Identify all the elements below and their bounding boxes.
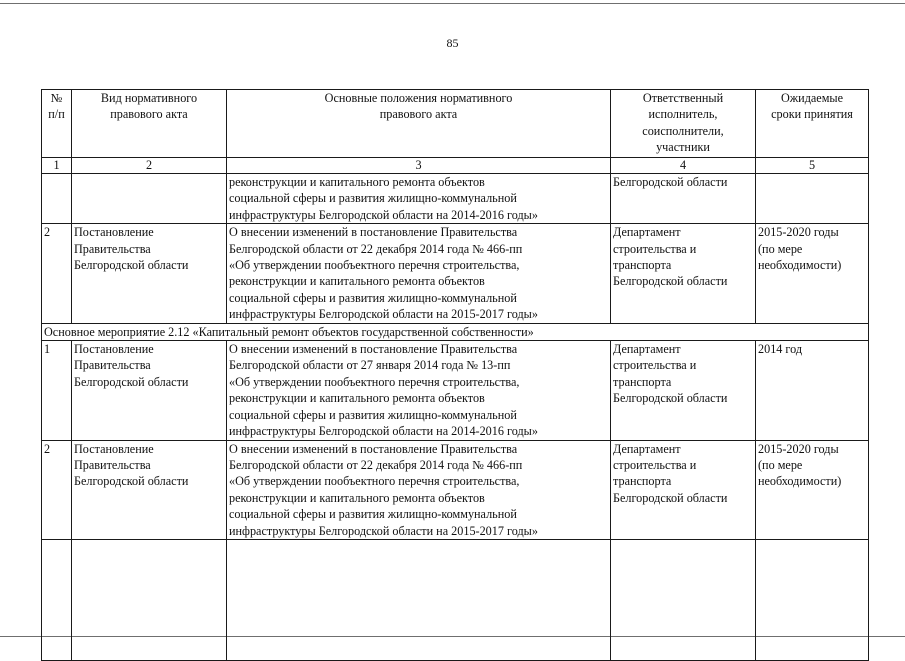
text-line: Вид нормативного — [100, 91, 198, 105]
header-terms — [756, 90, 869, 158]
row-number: 1 — [42, 341, 72, 440]
text-line: Департамент — [613, 441, 681, 456]
text-line: инфраструктуры Белгородской области на 2014-2016 годы» — [229, 207, 538, 222]
table-row — [42, 224, 869, 323]
text-line: Ответственный — [642, 91, 724, 105]
responsible-executor — [611, 174, 756, 224]
act-type — [72, 224, 227, 323]
text-line: Белгородской области — [74, 474, 189, 489]
section-row — [42, 323, 869, 340]
empty-cell — [72, 539, 227, 660]
empty-row — [42, 539, 869, 660]
text-line: социальной сферы и развития жилищно-коммунальной — [229, 290, 517, 305]
empty-cell — [42, 539, 72, 660]
text-line: социальной сферы и развития жилищно-коммунальной — [229, 507, 517, 522]
text-line: реконструкции и капитального ремонта объектов — [229, 391, 485, 406]
text-line: Белгородской области — [613, 391, 728, 406]
text-line: Правительства — [74, 358, 151, 373]
text-line: необходимости) — [758, 474, 842, 489]
header-number — [42, 90, 72, 158]
empty-cell — [227, 539, 611, 660]
responsible-executor — [611, 341, 756, 440]
text-line: «Об утверждении пообъектного перечня строительства, — [229, 258, 520, 273]
column-number: 3 — [227, 158, 611, 174]
text-line: правового акта — [110, 107, 188, 122]
text-line: Белгородской области — [613, 490, 728, 505]
text-line: инфраструктуры Белгородской области на 2015-2017 годы» — [229, 307, 538, 322]
text-line: Белгородской области — [613, 175, 728, 189]
column-number: 1 — [42, 158, 72, 174]
regulatory-acts-table — [41, 89, 869, 661]
empty-cell — [756, 539, 869, 660]
text-line: п/п — [48, 107, 65, 122]
expected-term — [756, 174, 869, 224]
text-line: О внесении изменений в постановление Правительства — [229, 225, 518, 240]
column-number: 4 — [611, 158, 756, 174]
table-body — [42, 90, 869, 661]
text-line: «Об утверждении пообъектного перечня строительства, — [229, 374, 520, 389]
table-row — [42, 174, 869, 224]
column-number: 2 — [72, 158, 227, 174]
text-line: Департамент — [613, 342, 681, 357]
section-title: Основное мероприятие 2.12 «Капитальный ремонт объектов государственной собственности» — [42, 323, 869, 340]
text-line: Постановление — [74, 225, 154, 240]
expected-term — [756, 440, 869, 539]
act-type — [72, 440, 227, 539]
text-line: Департамент — [613, 225, 681, 240]
text-line: Правительства — [74, 241, 151, 256]
text-line: социальной сферы и развития жилищно-коммунальной — [229, 407, 517, 422]
scan-edge-top — [0, 3, 905, 4]
text-line: 2014 год — [758, 342, 803, 357]
text-line: участники — [656, 140, 710, 155]
responsible-executor — [611, 224, 756, 323]
empty-cell — [611, 539, 756, 660]
text-line: Постановление — [74, 342, 154, 357]
text-line: необходимости) — [758, 258, 842, 273]
text-line: Белгородской области от 22 декабря 2014 года № 466-пп — [229, 457, 523, 472]
text-line: № — [50, 91, 63, 105]
page-number: 85 — [446, 36, 459, 50]
header-act-type — [72, 90, 227, 158]
row-number — [42, 174, 72, 224]
text-line: О внесении изменений в постановление Правительства — [229, 342, 518, 357]
text-line: Белгородской области от 22 декабря 2014 года № 466-пп — [229, 241, 523, 256]
column-number: 5 — [756, 158, 869, 174]
act-provisions — [227, 174, 611, 224]
text-line: Постановление — [74, 441, 154, 456]
text-line: Ожидаемые — [780, 91, 844, 105]
table-header-row — [42, 90, 869, 158]
text-line: 2015-2020 годы — [758, 225, 839, 240]
act-type — [72, 341, 227, 440]
expected-term — [756, 224, 869, 323]
row-number: 2 — [42, 224, 72, 323]
text-line: Белгородской области — [74, 258, 189, 273]
text-line: реконструкции и капитального ремонта объектов — [229, 175, 485, 189]
text-line: исполнитель, — [648, 107, 718, 122]
column-number-row — [42, 158, 869, 174]
text-line: Белгородской области — [613, 274, 728, 289]
text-line: правового акта — [379, 107, 458, 122]
act-provisions — [227, 224, 611, 323]
text-line: Правительства — [74, 457, 151, 472]
act-type — [72, 174, 227, 224]
text-line: (по мере — [758, 457, 803, 472]
text-line: строительства и — [613, 457, 697, 472]
text-line: соисполнители, — [642, 123, 724, 138]
text-line: реконструкции и капитального ремонта объектов — [229, 490, 485, 505]
text-line: социальной сферы и развития жилищно-коммунальной — [229, 191, 517, 206]
text-line: Белгородской области — [74, 374, 189, 389]
text-line: транспорта — [613, 474, 672, 489]
text-line: Основные положения нормативного — [324, 91, 513, 105]
act-provisions — [227, 440, 611, 539]
act-provisions — [227, 341, 611, 440]
expected-term — [756, 341, 869, 440]
header-responsible — [611, 90, 756, 158]
text-line: О внесении изменений в постановление Правительства — [229, 441, 518, 456]
text-line: строительства и — [613, 241, 697, 256]
text-line: «Об утверждении пообъектного перечня строительства, — [229, 474, 520, 489]
text-line: транспорта — [613, 374, 672, 389]
responsible-executor — [611, 440, 756, 539]
table-row — [42, 440, 869, 539]
text-line: строительства и — [613, 358, 697, 373]
row-number: 2 — [42, 440, 72, 539]
table-row — [42, 341, 869, 440]
text-line: инфраструктуры Белгородской области на 2015-2017 годы» — [229, 523, 538, 538]
text-line: транспорта — [613, 258, 672, 273]
text-line: Белгородской области от 27 января 2014 года № 13-пп — [229, 358, 511, 373]
text-line: реконструкции и капитального ремонта объектов — [229, 274, 485, 289]
text-line: 2015-2020 годы — [758, 441, 839, 456]
header-provisions — [227, 90, 611, 158]
text-line: инфраструктуры Белгородской области на 2014-2016 годы» — [229, 424, 538, 439]
text-line: (по мере — [758, 241, 803, 256]
text-line: сроки принятия — [771, 107, 853, 122]
